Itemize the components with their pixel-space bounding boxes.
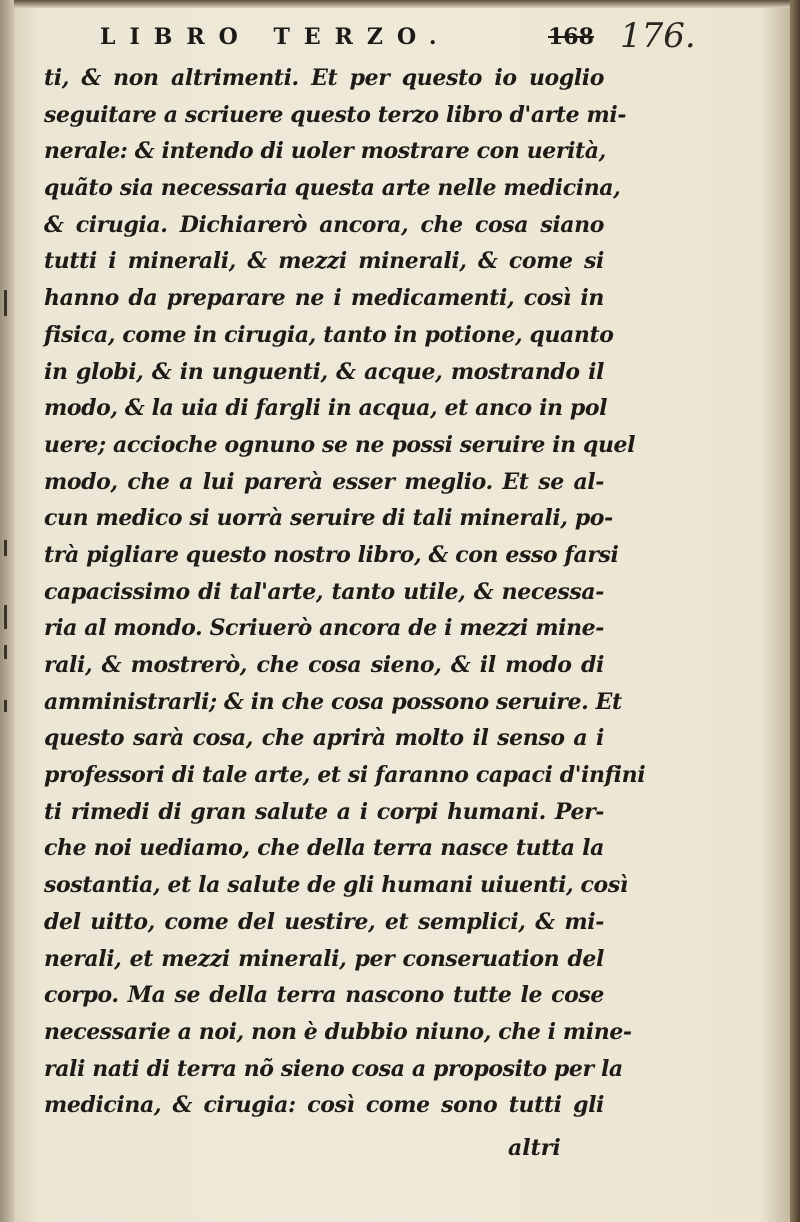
text-line: hanno da preparare ne i medicamenti, così in	[44, 285, 604, 312]
text-line: in globi, & in unguenti, & acque, mostrando il	[44, 358, 604, 385]
text-line: rali nati di terra nõ sieno cosa a proposito per la	[44, 1055, 623, 1082]
text-line: nerali, et mezzi minerali, per conseruation del	[44, 945, 604, 972]
text-line: ria al mondo. Scriuerò ancora de i mezzi mine-	[44, 615, 604, 642]
gutter-mark	[4, 290, 7, 316]
gutter-mark	[4, 540, 7, 556]
text-line: modo, che a lui parerà esser meglio. Et se al-	[44, 468, 604, 495]
text-line: ti, & non altrimenti. Et per questo io uoglio	[44, 65, 604, 91]
text-line: medicina, & cirugia: così come sono tutti gli	[44, 1092, 604, 1119]
text-line: seguitare a scriuere questo terzo libro d'arte mi-	[44, 101, 627, 128]
text-line: fisica, come in cirugia, tanto in potione, quanto	[44, 321, 614, 348]
text-line: uere; accioche ognuno se ne possi seruire in quel	[44, 431, 636, 458]
gutter-mark	[4, 645, 7, 659]
text-line: tutti i minerali, & mezzi minerali, & come si	[44, 248, 604, 275]
text-line: trà pigliare questo nostro libro, & con esso farsi	[44, 541, 619, 568]
text-line: rali, & mostrerò, che cosa sieno, & il modo di	[44, 652, 604, 678]
text-line: capacissimo di tal'arte, tanto utile, & necessa-	[44, 578, 604, 605]
text-line: modo, & la uia di fargli in acqua, et anco in pol	[44, 395, 608, 422]
text-line: necessarie a noi, non è dubbio niuno, che i mine-	[44, 1018, 632, 1045]
binding-gutter	[0, 0, 14, 1222]
text-line: corpo. Ma se della terra nascono tutte le cose	[44, 982, 604, 1009]
page-top-edge	[0, 0, 800, 8]
page-number: 168	[548, 24, 594, 50]
gutter-mark	[4, 700, 7, 712]
text-line: amministrarli; & in che cosa possono seruire. Et	[44, 688, 622, 715]
page-right-edge	[790, 0, 800, 1222]
text-line: questo sarà cosa, che aprirà molto il senso a i	[44, 725, 604, 752]
text-line: sostantia, et la salute de gli humani uiuenti, così	[44, 872, 628, 899]
text-line: professori di tale arte, et si faranno capaci d'infini	[44, 762, 646, 789]
text-line: cun medico si uorrà seruire di tali minerali, po-	[44, 505, 613, 532]
text-line: quãto sia necessaria questa arte nelle medicina,	[44, 175, 621, 202]
gutter-mark	[4, 605, 7, 629]
body-text	[44, 60, 646, 1124]
catchword: altri	[508, 1135, 561, 1161]
text-line: nerale: & intendo di uoler mostrare con uerità,	[44, 138, 606, 165]
text-line: che noi uediamo, che della terra nasce tutta la	[44, 835, 604, 862]
handwritten-folio: 176.	[620, 16, 696, 56]
running-head: LIBRO TERZO.	[100, 24, 451, 50]
page-header	[100, 16, 700, 62]
text-line: ti rimedi di gran salute a i corpi humani. Per-	[44, 798, 604, 825]
text-line: del uitto, come del uestire, et semplici, & mi-	[44, 908, 604, 935]
text-line: & cirugia. Dichiarerò ancora, che cosa siano	[44, 211, 604, 238]
